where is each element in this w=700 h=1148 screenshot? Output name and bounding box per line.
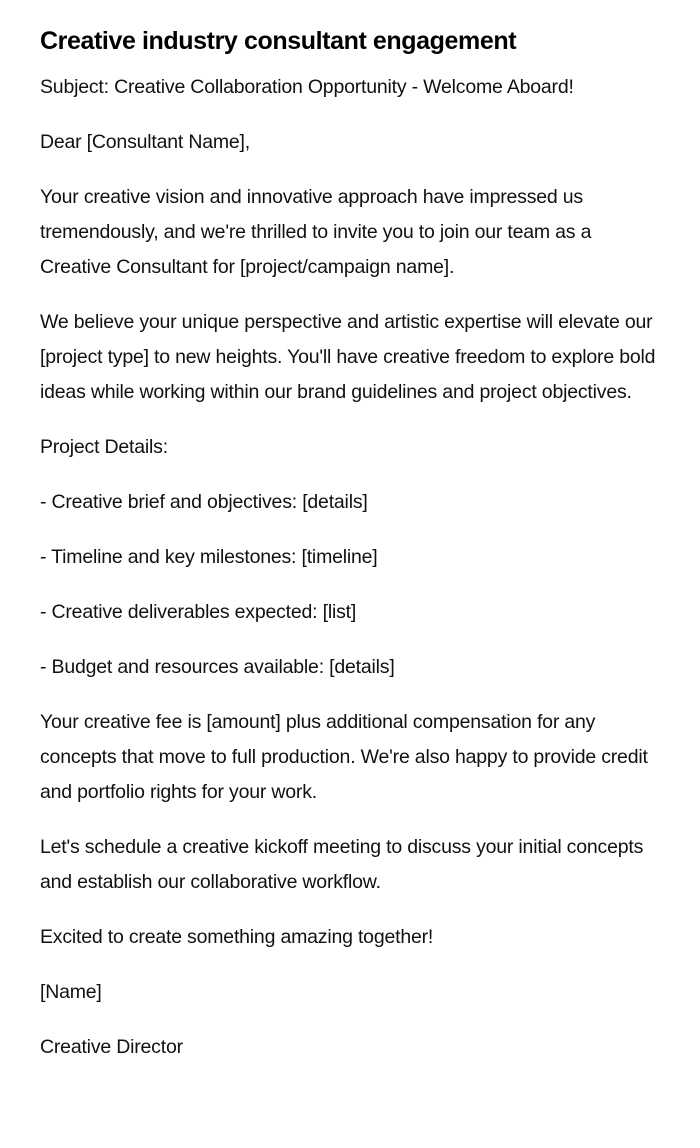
detail-item-deliverables: - Creative deliverables expected: [list] (40, 601, 357, 623)
vision-paragraph: We believe your unique perspective and artistic expertise will elevate our [project type] to new heights. You'll have creative freedom to explore bold ideas while working within our brand guidelines and project objectives. (40, 311, 656, 403)
signature-name: [Name] (40, 981, 102, 1003)
document-title: Creative industry consultant engagement (40, 27, 517, 55)
intro-paragraph: Your creative vision and innovative approach have impressed us tremendously, and we're thrilled to invite you to join our team as a Creative Consultant for [project/campaign name]. (40, 186, 592, 278)
signature-title: Creative Director (40, 1036, 183, 1058)
kickoff-paragraph: Let's schedule a creative kickoff meeting to discuss your initial concepts and establish our collaborative workflow. (40, 836, 644, 893)
compensation-paragraph: Your creative fee is [amount] plus additional compensation for any concepts that move to full production. We're also happy to provide credit and portfolio rights for your work. (40, 711, 648, 803)
detail-item-brief: - Creative brief and objectives: [details] (40, 491, 368, 513)
detail-item-timeline: - Timeline and key milestones: [timeline] (40, 546, 378, 568)
subject-line: Subject: Creative Collaboration Opportunity - Welcome Aboard! (40, 76, 574, 98)
project-details-heading: Project Details: (40, 436, 168, 458)
salutation: Dear [Consultant Name], (40, 131, 250, 153)
closing-line: Excited to create something amazing together! (40, 926, 434, 948)
detail-item-budget: - Budget and resources available: [details] (40, 656, 395, 678)
